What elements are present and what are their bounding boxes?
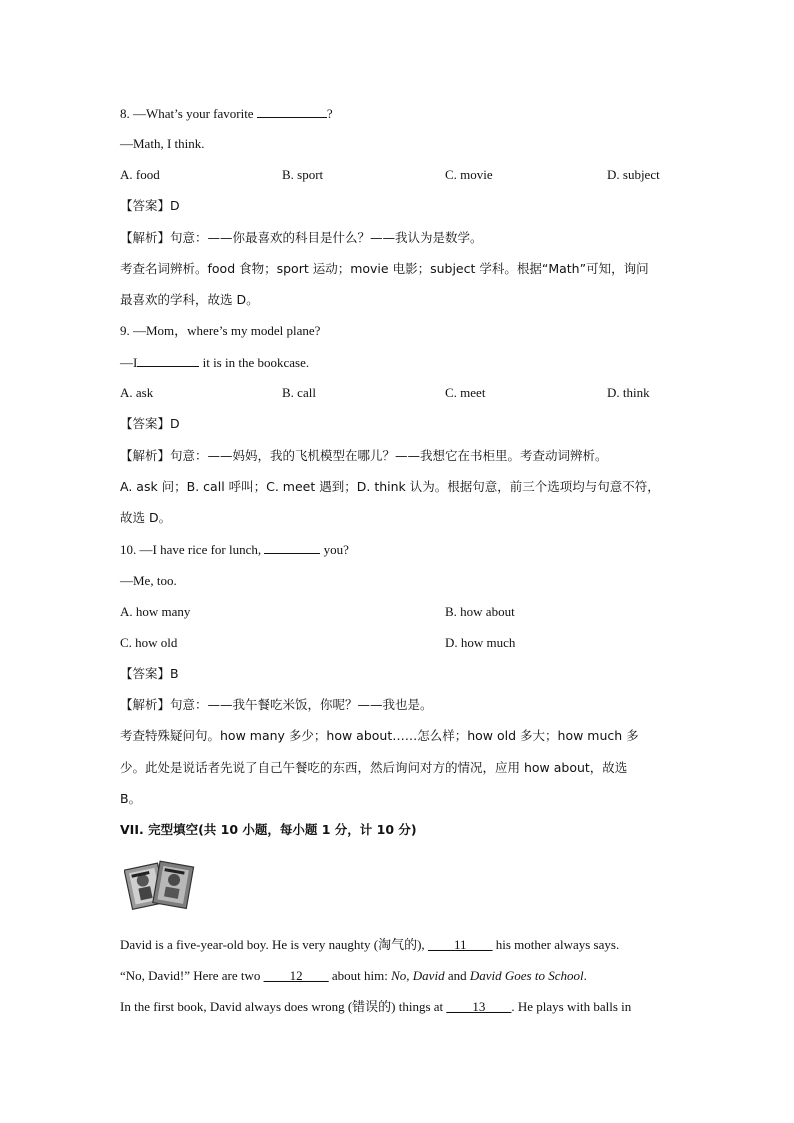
q9-answer: 【答案】D (120, 416, 180, 431)
q10-reply: —Me, too. (120, 573, 177, 588)
passage-line-1 (120, 937, 619, 953)
q9-option-b: B. call (282, 385, 316, 400)
q10-answer: 【答案】B (120, 666, 179, 681)
q8-analysis-1: 【解析】句意：——你最喜欢的科目是什么？——我认为是数学。 (120, 230, 483, 245)
q8-stem-end: ? (326, 106, 333, 121)
q10-analysis-3: 少。此处是说话者先说了自己午餐吃的东西，然后询问对方的情况，应用 how about，故选 (120, 760, 628, 775)
passage-line-2-end: . (583, 968, 587, 983)
q8-option-b: B. sport (282, 167, 324, 182)
q9-reply-end: it is in the bookcase. (199, 355, 310, 370)
q10-option-c: C. how old (120, 635, 178, 650)
passage-line-3-start: In the first book, David always does wrong (错误的) things at (120, 999, 447, 1014)
q9-analysis-2: A. ask 问；B. call 呼叫；C. meet 遇到；D. think 认为。根据句意，前三个选项均与句意不符， (120, 479, 660, 494)
q8-option-a: A. food (120, 167, 160, 182)
passage-line-3 (120, 999, 631, 1015)
q9-stem: 9. —Mom，where’s my model plane? (120, 323, 321, 338)
q9-reply-start: —I (120, 355, 138, 370)
q8-analysis-3: 最喜欢的学科，故选 D。 (120, 292, 259, 307)
passage-line-2-start: “No, David!” Here are two (120, 968, 264, 983)
q10-stem-end: you? (320, 542, 349, 557)
q10-blank (264, 541, 320, 554)
section-heading: VII. 完型填空(共 10 小题，每小题 1 分，计 10 分) (120, 822, 417, 837)
q10-option-b: B. how about (445, 604, 515, 619)
q8-analysis-2: 考查名词辨析。food 食物；sport 运动；movie 电影；subject 学科。根据“Math”可知，询问 (120, 261, 649, 276)
passage-line-3-end: . He plays with balls in (511, 999, 632, 1014)
q8-stem (120, 105, 333, 122)
q9-analysis-1: 【解析】句意：——妈妈，我的飞机模型在哪儿？——我想它在书柜里。考查动词辨析。 (120, 448, 608, 463)
book-covers-image (124, 858, 196, 914)
q9-blank (137, 354, 199, 367)
q10-analysis-2: 考查特殊疑问句。how many 多少；how about……怎么样；how old 多大；how much 多 (120, 728, 639, 743)
passage-line-1-end: his mother always says. (492, 937, 620, 952)
blank-11: ____11____ (427, 937, 493, 952)
passage-line-1-start: David is a five-year-old boy. He is very naughty (淘气的), (120, 937, 428, 952)
passage-line-2 (120, 968, 587, 984)
q8-option-d: D. subject (607, 167, 660, 182)
passage-line-2-mid: about him: (328, 968, 392, 983)
q10-option-a: A. how many (120, 604, 191, 619)
q8-blank (257, 105, 327, 118)
passage-line-2-and: and (444, 968, 470, 983)
blank-12: ____12____ (263, 968, 329, 983)
q9-option-a: A. ask (120, 385, 154, 400)
q9-option-d: D. think (607, 385, 650, 400)
blank-13: ____13____ (446, 999, 512, 1014)
q8-stem-text: 8. —What’s your favorite (120, 106, 257, 121)
book-title-1: No, David (391, 968, 445, 983)
q10-analysis-1: 【解析】句意：——我午餐吃米饭，你呢？——我也是。 (120, 697, 433, 712)
q9-analysis-3: 故选 D。 (120, 510, 172, 525)
q8-option-c: C. movie (445, 167, 493, 182)
q9-option-c: C. meet (445, 385, 486, 400)
q10-option-d: D. how much (445, 635, 516, 650)
q10-stem-text: 10. —I have rice for lunch, (120, 542, 265, 557)
book-title-2: David Goes to School (469, 968, 584, 983)
q9-reply (120, 354, 309, 371)
q10-analysis-4: B。 (120, 791, 142, 806)
q8-answer: 【答案】D (120, 198, 180, 213)
q10-stem (120, 541, 349, 558)
q8-reply: —Math, I think. (120, 136, 205, 151)
